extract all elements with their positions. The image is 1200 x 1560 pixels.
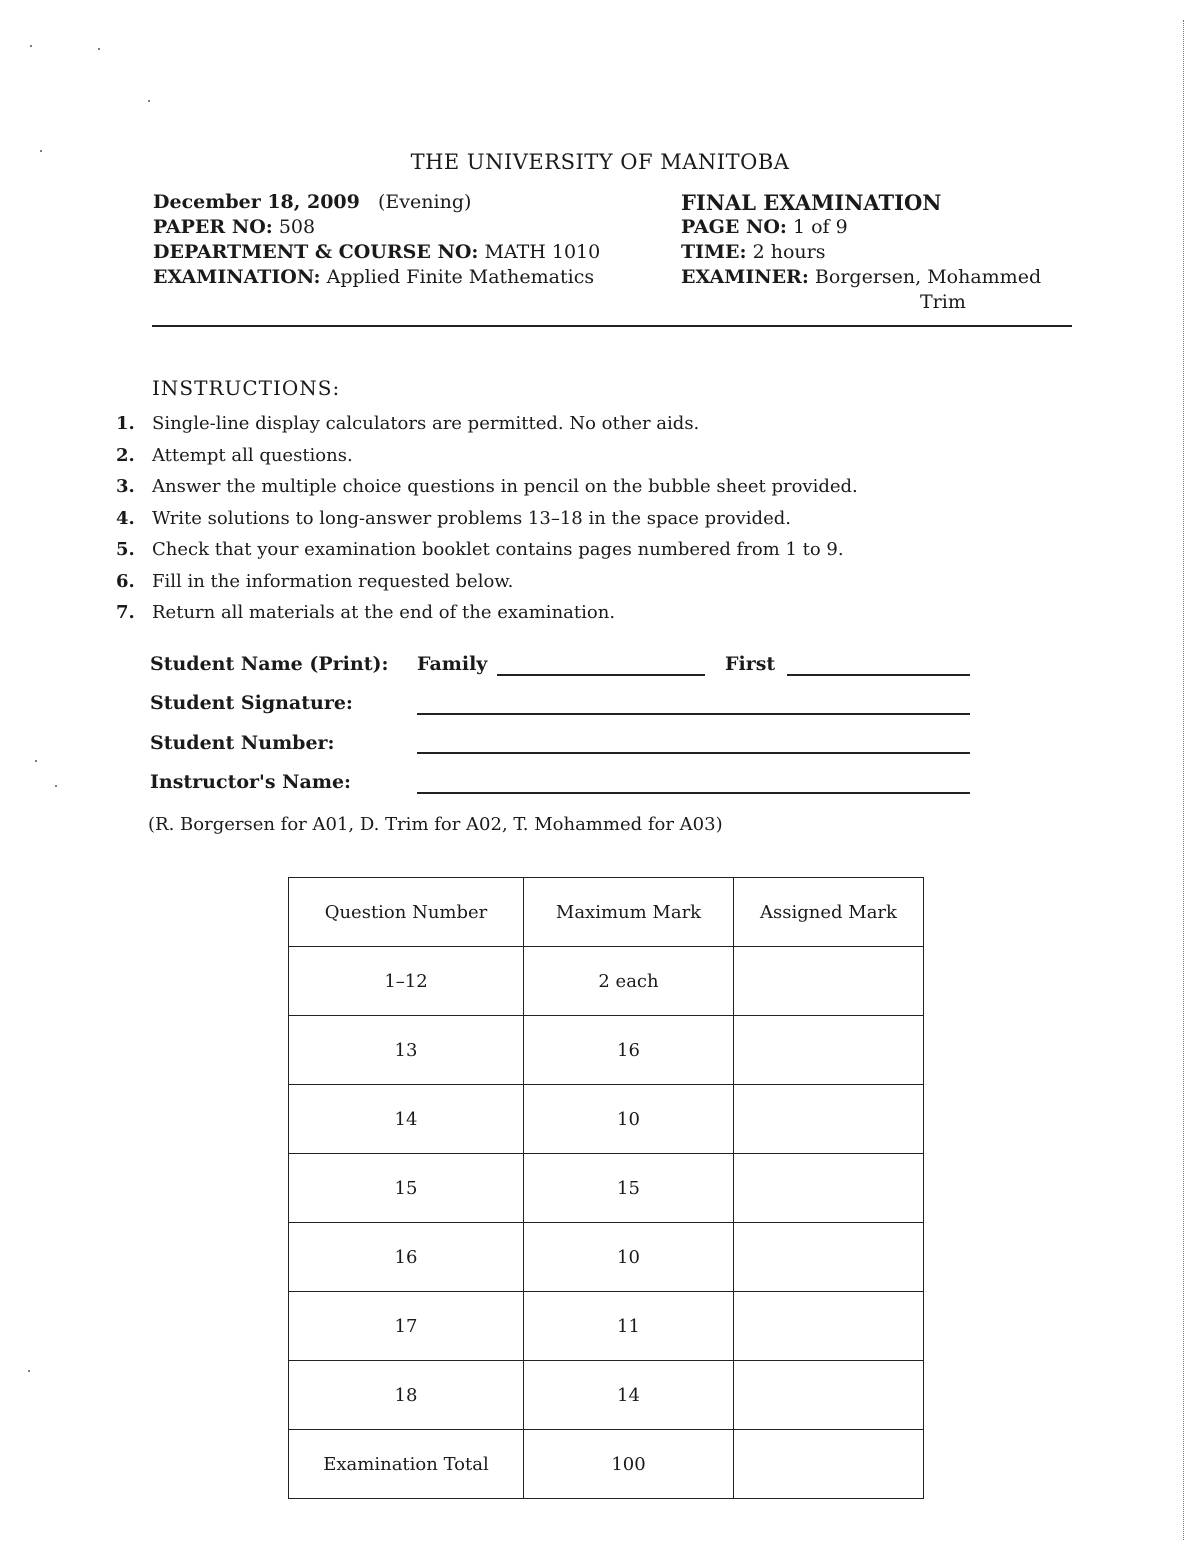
instructions-title: INSTRUCTIONS:	[152, 376, 341, 400]
exam-label: EXAMINATION:	[153, 266, 321, 288]
scan-speck	[28, 1370, 30, 1372]
signature-label: Student Signature:	[150, 692, 353, 714]
header-divider	[152, 325, 1072, 327]
maximum-mark: 15	[524, 1154, 734, 1223]
maximum-mark: 10	[524, 1223, 734, 1292]
page-no: 1 of 9	[792, 216, 848, 238]
student-number-label: Student Number:	[150, 732, 335, 754]
table-row	[289, 1016, 924, 1085]
question-number: 18	[289, 1361, 524, 1430]
scan-speck	[35, 760, 37, 762]
family-name-field[interactable]	[497, 674, 705, 676]
student-name-label: Student Name (Print):	[150, 653, 389, 675]
assigned-mark-cell[interactable]	[734, 1085, 924, 1154]
assigned-mark-cell[interactable]	[734, 947, 924, 1016]
question-number: 15	[289, 1154, 524, 1223]
question-number: 16	[289, 1223, 524, 1292]
header-assigned-mark: Assigned Mark	[734, 878, 924, 947]
scan-speck	[30, 45, 32, 47]
student-number-field[interactable]	[417, 752, 970, 754]
instruction-item: 6. Fill in the information requested below.	[116, 570, 514, 592]
question-number: 13	[289, 1016, 524, 1085]
examiner-names-cont: Trim	[920, 291, 966, 313]
header-right	[681, 190, 1041, 315]
question-number: 17	[289, 1292, 524, 1361]
paper-no: 508	[278, 216, 316, 238]
question-number: 14	[289, 1085, 524, 1154]
table-row	[289, 1085, 924, 1154]
instructor-sections-note: (R. Borgersen for A01, D. Trim for A02, T. Mohammed for A03)	[148, 814, 723, 835]
exam-name: Applied Finite Mathematics	[326, 266, 595, 288]
page-label: PAGE NO:	[681, 216, 787, 238]
table-row	[289, 1223, 924, 1292]
scan-speck	[148, 100, 150, 102]
assigned-mark-cell[interactable]	[734, 1292, 924, 1361]
table-row	[289, 1292, 924, 1361]
exam-session: (Evening)	[378, 191, 472, 213]
instruction-item: 7. Return all materials at the end of the examination.	[116, 602, 616, 623]
examiner-names: Borgersen, Mohammed	[814, 266, 1042, 288]
assigned-mark-cell[interactable]	[734, 1154, 924, 1223]
signature-field[interactable]	[417, 713, 970, 715]
maximum-mark: 10	[524, 1085, 734, 1154]
scan-edge-dots	[1183, 20, 1184, 1540]
instructor-name-label: Instructor's Name:	[150, 771, 352, 793]
assigned-mark-cell[interactable]	[734, 1016, 924, 1085]
instruction-item: 4. Write solutions to long-answer problems 13–18 in the space provided.	[116, 507, 791, 529]
table-total-row	[289, 1430, 924, 1499]
time-value: 2 hours	[752, 241, 826, 263]
university-title: THE UNIVERSITY OF MANITOBA	[410, 150, 790, 174]
scan-speck	[98, 48, 100, 50]
header-maximum-mark: Maximum Mark	[524, 878, 734, 947]
paper-label: PAPER NO:	[153, 216, 273, 238]
examiner-label: EXAMINER:	[681, 266, 809, 288]
first-name-field[interactable]	[787, 674, 970, 676]
assigned-mark-cell[interactable]	[734, 1223, 924, 1292]
maximum-mark: 16	[524, 1016, 734, 1085]
maximum-mark: 14	[524, 1361, 734, 1430]
exam-date: December 18, 2009	[153, 191, 360, 213]
assigned-mark-cell[interactable]	[734, 1430, 924, 1499]
instruction-item: 5. Check that your examination booklet contains pages numbered from 1 to 9.	[116, 539, 844, 560]
maximum-mark: 2 each	[524, 947, 734, 1016]
maximum-mark: 11	[524, 1292, 734, 1361]
maximum-mark: 100	[524, 1430, 734, 1499]
instruction-item: 1. Single-line display calculators are permitted. No other aids.	[116, 413, 700, 434]
instructions-list	[116, 408, 858, 629]
assigned-mark-cell[interactable]	[734, 1361, 924, 1430]
question-number: Examination Total	[289, 1430, 524, 1499]
dept-label: DEPARTMENT & COURSE NO:	[153, 241, 479, 263]
instructor-name-field[interactable]	[417, 792, 970, 794]
table-row	[289, 1154, 924, 1223]
table-row	[289, 947, 924, 1016]
header-left	[153, 190, 600, 290]
table-header-row	[289, 878, 924, 947]
question-number: 1–12	[289, 947, 524, 1016]
first-label: First	[725, 653, 776, 675]
scan-speck	[55, 785, 57, 787]
instruction-item: 2. Attempt all questions.	[116, 444, 353, 466]
header-question-number: Question Number	[289, 878, 524, 947]
final-examination: FINAL EXAMINATION	[681, 190, 942, 215]
table-row	[289, 1361, 924, 1430]
instruction-item: 3. Answer the multiple choice questions in pencil on the bubble sheet provided.	[116, 476, 858, 497]
marks-table	[288, 877, 924, 1499]
time-label: TIME:	[681, 241, 747, 263]
family-label: Family	[417, 653, 488, 675]
course-no: MATH 1010	[484, 241, 601, 263]
